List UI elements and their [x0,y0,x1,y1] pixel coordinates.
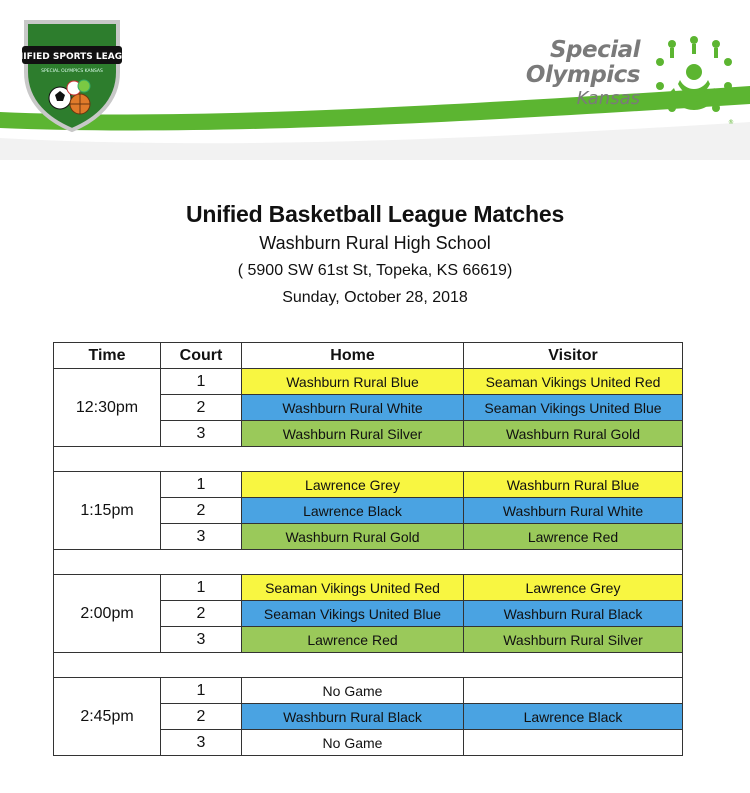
spacer-cell [54,550,683,575]
home-team-cell: No Game [242,730,464,756]
visitor-team-cell [464,730,683,756]
home-team-cell: Seaman Vikings United Red [242,575,464,601]
table-row [54,472,683,498]
table-row [54,575,683,601]
spacer-row [54,653,683,678]
court-cell: 1 [161,472,242,498]
time-cell: 2:45pm [54,678,161,756]
court-cell: 2 [161,704,242,730]
home-team-cell: Washburn Rural Blue [242,369,464,395]
visitor-team-cell: Lawrence Grey [464,575,683,601]
table-row [54,678,683,704]
visitor-team-cell: Washburn Rural White [464,498,683,524]
title-block [0,198,750,311]
home-team-cell: Washburn Rural White [242,395,464,421]
svg-text:®: ® [728,119,734,126]
table-row [54,369,683,395]
home-team-cell: Lawrence Grey [242,472,464,498]
special-olympics-word-2: Olympics [525,62,640,88]
court-cell: 1 [161,575,242,601]
header-time: Time [54,343,161,369]
visitor-team-cell: Washburn Rural Gold [464,421,683,447]
time-cell: 2:00pm [54,575,161,653]
table-header-row [54,343,683,369]
home-team-cell: Washburn Rural Black [242,704,464,730]
visitor-team-cell: Lawrence Black [464,704,683,730]
page-title: Unified Basketball League Matches [185,201,565,227]
home-team-cell: No Game [242,678,464,704]
visitor-team-cell: Washburn Rural Blue [464,472,683,498]
visitor-team-cell: Washburn Rural Silver [464,627,683,653]
court-cell: 2 [161,498,242,524]
visitor-team-cell: Seaman Vikings United Red [464,369,683,395]
court-cell: 3 [161,421,242,447]
time-cell: 1:15pm [54,472,161,550]
svg-text:UNIFIED SPORTS LEAGUE: UNIFIED SPORTS LEAGUE [8,52,136,62]
spacer-cell [54,653,683,678]
venue-address: ( 5900 SW 61st St, Topeka, KS 66619) [237,262,513,279]
page-header [0,0,750,160]
header-court: Court [161,343,242,369]
header-home: Home [242,343,464,369]
special-olympics-wordmark [470,38,640,110]
special-olympics-figure-icon [652,34,736,126]
spacer-row [54,447,683,472]
court-cell: 3 [161,627,242,653]
special-olympics-word-1: Special [549,37,640,63]
header-visitor: Visitor [464,343,683,369]
home-team-cell: Seaman Vikings United Blue [242,601,464,627]
schedule-table [53,342,683,756]
court-cell: 1 [161,369,242,395]
home-team-cell: Lawrence Black [242,498,464,524]
court-cell: 3 [161,524,242,550]
visitor-team-cell: Washburn Rural Black [464,601,683,627]
court-cell: 3 [161,730,242,756]
venue-name: Washburn Rural High School [259,233,491,253]
court-cell: 2 [161,601,242,627]
visitor-team-cell [464,678,683,704]
schedule-body [54,369,683,756]
special-olympics-kansas: Kansas [576,88,640,109]
spacer-cell [54,447,683,472]
home-team-cell: Lawrence Red [242,627,464,653]
visitor-team-cell: Lawrence Red [464,524,683,550]
home-team-cell: Washburn Rural Gold [242,524,464,550]
svg-text:SPECIAL OLYMPICS KANSAS: SPECIAL OLYMPICS KANSAS [41,69,103,74]
event-date: Sunday, October 28, 2018 [282,289,468,306]
visitor-team-cell: Seaman Vikings United Blue [464,395,683,421]
court-cell: 2 [161,395,242,421]
spacer-row [54,550,683,575]
home-team-cell: Washburn Rural Silver [242,421,464,447]
unified-sports-league-logo [8,12,136,132]
time-cell: 12:30pm [54,369,161,447]
court-cell: 1 [161,678,242,704]
